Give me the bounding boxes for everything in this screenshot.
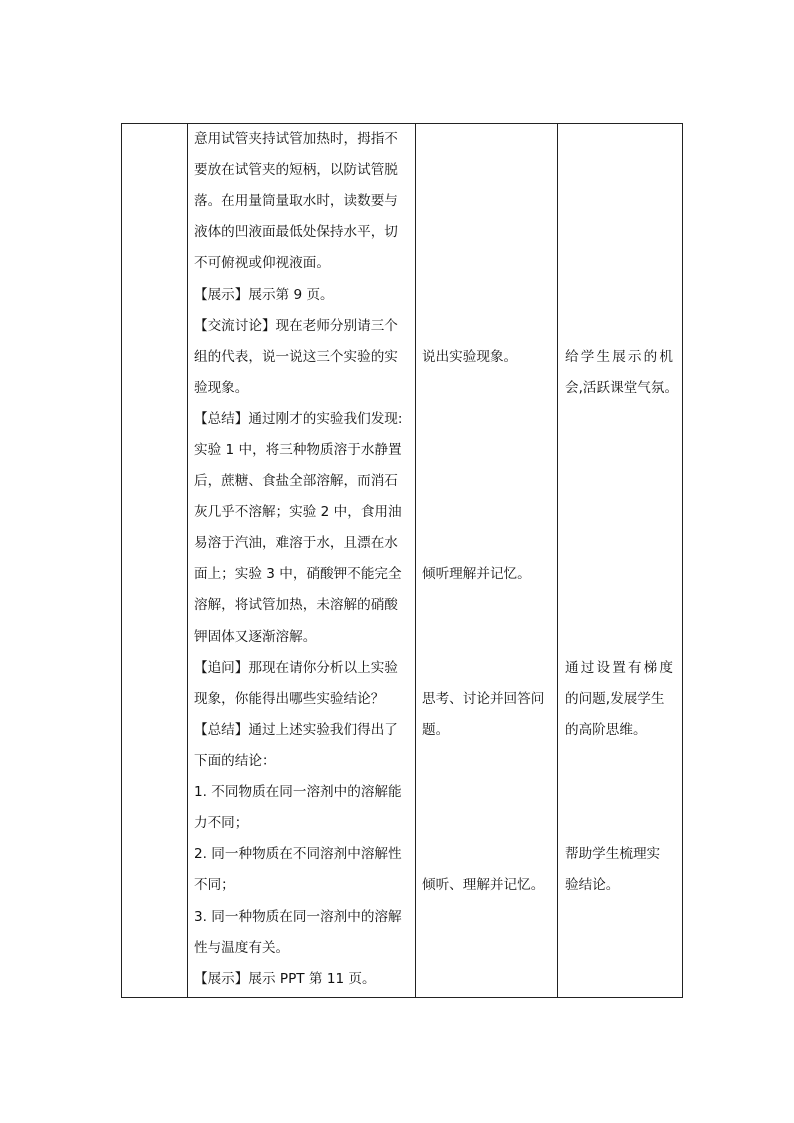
student-activity-line: 倾听、理解并记忆。 — [422, 877, 545, 893]
teacher-activity-line: 溶解，将试管加热，未溶解的硝酸 — [194, 597, 398, 613]
student-activity-cell — [416, 124, 558, 998]
teacher-activity-line: 【追问】那现在请你分析以上实验 — [194, 660, 398, 676]
student-activity-line: 题。 — [422, 722, 450, 738]
student-activity-line: 思考、讨论并回答问 — [422, 691, 545, 707]
teacher-activity-line: 【展示】展示第 9 页。 — [194, 287, 334, 303]
design-intent-line: 会,活跃课堂气氛。 — [565, 380, 679, 396]
stage-column-cell — [122, 124, 188, 998]
lesson-plan-table — [121, 123, 683, 998]
teacher-activity-line: 要放在试管夹的短柄，以防试管脱 — [194, 162, 398, 178]
teacher-activity-line: 落。在用量筒量取水时，读数要与 — [194, 193, 398, 209]
teacher-activity-line: 下面的结论： — [194, 753, 276, 769]
design-intent-line: 的问题,发展学生 — [565, 691, 665, 707]
teacher-activity-line: 现象，你能得出哪些实验结论？ — [194, 691, 385, 707]
design-intent-line: 通过设置有梯度 — [565, 660, 673, 676]
teacher-activity-line: 灰几乎不溶解；实验 2 中，食用油 — [194, 504, 402, 520]
teacher-activity-line: 性与温度有关。 — [194, 940, 290, 956]
teacher-activity-line: 【交流讨论】现在老师分别请三个 — [194, 318, 398, 334]
teacher-activity-line: 力不同； — [194, 815, 249, 831]
teacher-activity-line: 钾固体又逐渐溶解。 — [194, 629, 317, 645]
teacher-activity-line: 不可俯视或仰视液面。 — [194, 255, 330, 271]
teacher-activity-line: 后，蔗糖、食盐全部溶解，而消石 — [194, 473, 398, 489]
design-intent-line: 验结论。 — [565, 877, 620, 893]
design-intent-line: 的高阶思维。 — [565, 722, 647, 738]
teacher-activity-line: 2. 同一种物质在不同溶剂中溶解性 — [194, 846, 402, 862]
teacher-activity-line: 【总结】通过上述实验我们得出了 — [194, 722, 398, 738]
teacher-activity-line: 3. 同一种物质在同一溶剂中的溶解 — [194, 909, 402, 925]
teacher-activity-cell — [188, 124, 416, 998]
teacher-activity-line: 实验 1 中，将三种物质溶于水静置 — [194, 442, 402, 458]
teacher-activity-line: 易溶于汽油，难溶于水，且漂在水 — [194, 535, 398, 551]
design-intent-cell — [558, 124, 683, 998]
teacher-activity-line: 【总结】通过刚才的实验我们发现: — [194, 411, 403, 427]
teacher-activity-line: 液体的凹液面最低处保持水平，切 — [194, 224, 398, 240]
student-activity-line: 说出实验现象。 — [422, 349, 518, 365]
table-row — [122, 124, 683, 998]
teacher-activity-line: 面上；实验 3 中，硝酸钾不能完全 — [194, 566, 402, 582]
teacher-activity-line: 不同； — [194, 877, 235, 893]
teacher-activity-line: 1. 不同物质在同一溶剂中的溶解能 — [194, 784, 402, 800]
design-intent-line: 给学生展示的机 — [565, 349, 673, 365]
design-intent-line: 帮助学生梳理实 — [565, 846, 661, 862]
teacher-activity-line: 意用试管夹持试管加热时，拇指不 — [194, 131, 398, 147]
teacher-activity-line: 验现象。 — [194, 380, 249, 396]
student-activity-line: 倾听理解并记忆。 — [422, 566, 531, 582]
teacher-activity-line: 组的代表，说一说这三个实验的实 — [194, 349, 398, 365]
teacher-activity-line: 【展示】展示 PPT 第 11 页。 — [194, 971, 376, 987]
